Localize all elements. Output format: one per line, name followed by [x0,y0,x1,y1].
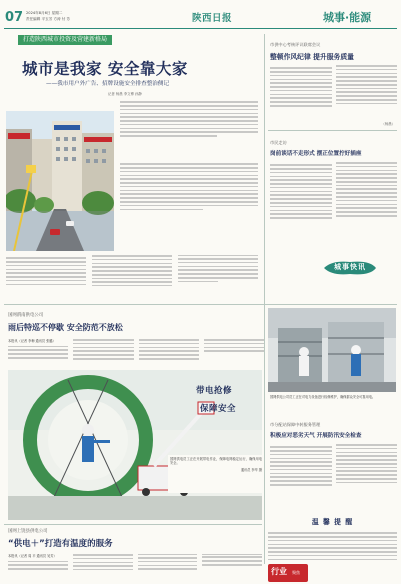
bottom-left-byline: 本报讯（记者 周 平 通讯员 吴芳） [8,554,57,558]
right-mid-body [270,162,397,252]
highlight-line2: 保障安全 [200,404,237,414]
editor-line: 责任编辑 平玉芳 方涛 付 芳 [26,17,71,21]
bottom-left-title: “供电＋”打造有温度的服务 [8,539,113,549]
section-title: 城事·能源 [323,11,372,24]
column-divider [264,34,265,564]
right-top-kicker: 市供中心考核评议联席会议 [270,42,321,47]
lead-subtitle: ——我市用户外广告、招牌设施安全排查整治侧记 [46,81,170,87]
right-low-body [270,444,397,512]
bottom-left-kicker: 国网上饶县供电公司 [8,529,48,534]
tips-badge-label: 行业 [271,567,287,576]
mid-left-story [8,306,264,366]
paper-name-logo: 陕西日报 [192,13,233,24]
right-top-body [270,65,397,131]
highlight-label [196,384,254,414]
mid-left-kicker: 国网渭南供电公司 [8,313,44,318]
right-top-signoff: （杨晨） [381,122,395,126]
mid-right-photo [268,308,396,392]
right-mid-story [270,134,397,254]
tips-title: 温 馨 提 醒 [311,518,354,526]
right-low-kicker: 市分配站保障中转服务管理 [270,422,321,427]
date-line: 2024年8月6日 星期二 [26,11,63,15]
tips-box [268,514,397,582]
tips-badge [268,564,308,582]
right-low-story [270,416,397,512]
lead-body-mid [120,161,258,241]
column-badge [322,260,378,276]
right-top-story [270,34,397,124]
lead-body-bottom [6,255,258,297]
mid-left-title: 雨后特巡不停歇 安全防范不放松 [8,323,123,332]
lead-street-photo [6,111,114,251]
highlight-line1: 带电抢修 [196,386,233,396]
highlight-caption: 国网供电员工正在开展带电作业，保障电网稳定运行，确保用电安全。 [170,457,262,466]
right-rule-1 [268,130,397,131]
right-low-title: 积极应对恶劣天气 开展防汛安全检查 [270,433,362,439]
mid-right-caption: 国网供电公司员工正在对电力设备进行检修维护，确保群众安全可靠用电。 [270,395,376,399]
right-top-title: 整顿作风纪律 提升服务质量 [270,53,354,61]
lead-story [4,31,261,301]
column-badge-label: 城事快讯 [334,263,366,271]
lead-byline: 记者 杨晨 李文博 孙静 [108,92,142,96]
lead-title: 城市是我家 安全靠大家 [22,60,188,78]
section-rule-mid [4,304,397,305]
highlight-caption-box [168,455,264,493]
masthead-rule [4,28,397,29]
right-mid-title: 岗前谈话不走形式 摆正位置拧好插座 [270,151,362,157]
mid-left-body [8,339,264,367]
bottom-left-story [8,524,262,582]
page-number: 07 [5,10,24,25]
bottom-left-body [8,554,262,576]
lead-body-top [120,99,258,159]
right-mid-kicker: 市民走访 [270,140,287,145]
highlight-credit: 通讯员 李华 摄 [240,468,262,473]
tips-badge-label-2: 聚焦 [292,570,300,575]
lead-banner: 打造陕西城市投资及营建新格局 [18,35,112,45]
mid-left-byline: 本报讯（记者 李梅 通讯员 张璐） [8,339,56,343]
